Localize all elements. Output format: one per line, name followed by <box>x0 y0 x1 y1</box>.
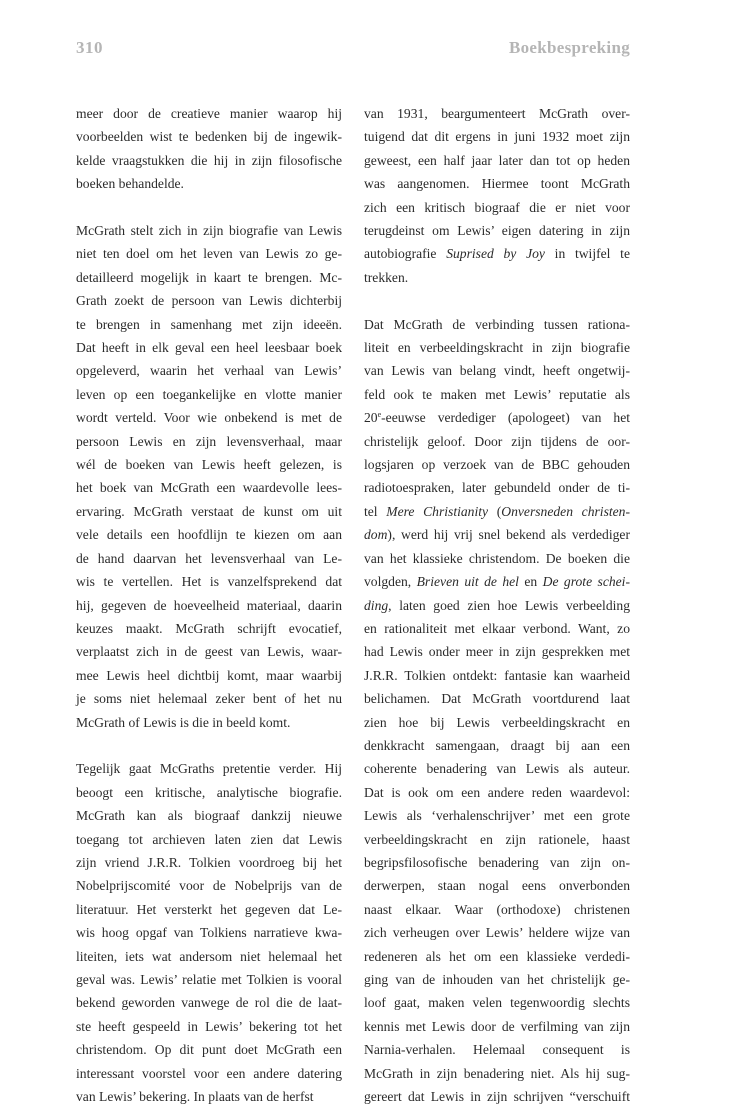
text-line: persoon Lewis en zijn levensverhaal, maar <box>76 433 342 449</box>
text-line: van 1931, beargumenteert McGrath over- <box>364 106 630 121</box>
text-line: Lewis als ‘verhalenschrijver’ met een grote <box>364 808 630 824</box>
text-line: ervaring. McGrath verstaat de kunst om uit <box>76 503 342 519</box>
text-line: boeken behandelde. <box>76 176 184 192</box>
text-line: verbeeldingskracht en zijn rationele, haast <box>364 831 630 847</box>
text-line: zich verheugen over Lewis’ heldere wijze van <box>364 925 630 941</box>
text-span: autobiografie <box>364 246 447 262</box>
text-line: en rationaliteit met elkaar verbond. Want, zo <box>364 620 630 636</box>
text-line: Narnia-verhalen. Helemaal consequent is <box>364 1042 630 1058</box>
text-line: derwerpen, staan nogal eens onverbonden <box>364 878 630 894</box>
text-span: , laten goed zien hoe Lewis verbeelding <box>388 597 630 613</box>
text-line: ste heeft gespeeld in Lewis’ bekering tot het <box>76 1018 342 1034</box>
text-line <box>364 594 630 617</box>
text-line: literatuur. Het versterkt het gegeven dat Le- <box>76 901 342 917</box>
text-line: leven op een toegankelijke en vlotte manier <box>76 386 342 402</box>
text-line: christendom. Op dit punt doet McGrath een <box>76 1042 342 1058</box>
text-line: begripsfilosofische benadering van zijn on- <box>364 854 630 870</box>
text-line: van het klassieke christendom. De boeken die <box>364 550 630 566</box>
text-line <box>364 242 630 265</box>
text-line: te brengen in samenhang met zijn ideeën. <box>76 316 342 332</box>
text-line: trekken. <box>364 269 409 285</box>
paragraph <box>76 102 342 196</box>
book-title: Onversneden christen- <box>501 503 630 519</box>
book-title: Brieven uit de hel <box>416 574 519 590</box>
text-line: Grath zoekt de persoon van Lewis dichterbij <box>76 293 342 309</box>
text-line: Tegelijk gaat McGraths pretentie verder. Hij <box>76 761 342 777</box>
text-line: McGrath kan als biograaf dankzij nieuwe <box>76 808 342 824</box>
text-line: radiotoespraken, later gebundeld onder de ti- <box>364 480 630 496</box>
text-line: wordt verteld. Voor wie onbekend is met de <box>76 410 342 426</box>
text-line: zien hoe bij Lewis verbeeldingskracht en <box>364 714 630 730</box>
book-title: ding <box>364 597 389 613</box>
text-line <box>364 406 630 429</box>
text-line: interessant voorstel voor een andere datering <box>76 1065 342 1081</box>
text-line: je soms niet helemaal zeker bent of het nu <box>76 691 342 707</box>
text-line <box>364 523 630 546</box>
text-line: belichamen. Dat McGrath voortdurend laat <box>364 691 630 707</box>
page-number: 310 <box>76 38 103 57</box>
text-line: redeneren als het om een klassieke verdedi- <box>364 948 630 964</box>
text-line: Dat is ook om een andere reden waardevol: <box>364 784 630 800</box>
text-line: Dat heeft in elk geval een heel leesbaar boek <box>76 340 342 356</box>
text-line: geval was. Lewis’ relatie met Tolkien is vooral <box>76 972 342 987</box>
text-line: christelijk geloof. Door zijn tijdens de oor- <box>364 433 630 449</box>
text-line: kelde vraagstukken die hij in zijn filosofische <box>76 152 342 168</box>
text-span: ( <box>488 503 502 519</box>
text-line: tuigend dat dit ergens in juni 1932 moet zijn <box>364 129 630 145</box>
text-line: zijn vriend J.R.R. Tolkien voordroeg bij het <box>76 854 342 870</box>
text-line: verplaatst zich in de geest van Lewis, waar- <box>76 644 342 660</box>
text-line: McGrath in zijn benadering niet. Als hij sug- <box>364 1065 630 1081</box>
text-line: McGrath stelt zich in zijn biografie van Lewis <box>76 223 342 239</box>
text-line: toegang tot archieven laten zien dat Lewis <box>76 831 342 847</box>
text-line: J.R.R. Tolkien ontdekt: fantasie kan waarheid <box>364 667 630 683</box>
text-line: logsjaren op verzoek van de BBC gehouden <box>364 457 630 473</box>
text-line: de hand daarvan het levensverhaal van Le- <box>76 550 342 566</box>
text-line: feld ook te maken met Lewis’ reputatie als <box>364 386 630 402</box>
text-span: 20 <box>364 410 378 426</box>
text-line: had Lewis onder meer in zijn gesprekken met <box>364 644 630 660</box>
text-line <box>364 570 630 593</box>
text-line: terugdeinst om Lewis’ eigen datering in zijn <box>364 223 630 239</box>
text-line: hij, gegeven de hoeveelheid materiaal, daarin <box>76 597 342 613</box>
text-line: bekend geworden vanwege de rol die de laat- <box>76 995 342 1011</box>
book-title: Mere Christianity <box>386 503 489 519</box>
text-line: keuzes maakt. McGrath schrijft evocatief, <box>76 620 342 636</box>
book-title: Suprised by Joy <box>446 246 545 262</box>
text-line: het boek van McGrath een waardevolle lees- <box>76 480 342 496</box>
text-span: in twijfel te <box>544 246 630 262</box>
text-line: kennis met Lewis door de verfilming van zijn <box>364 1018 630 1034</box>
text-span: -eeuwse verdediger (apologeet) van het <box>381 410 630 426</box>
text-line: Dat McGrath de verbinding tussen rationa- <box>364 316 630 332</box>
text-line: McGrath of Lewis is die in beeld komt. <box>76 714 291 730</box>
paragraph <box>76 757 342 1108</box>
text-line <box>364 500 630 523</box>
text-line: liteit en verbeeldingskracht in zijn biografie <box>364 340 630 356</box>
text-line: wél de boeken van Lewis heeft gelezen, is <box>76 457 342 473</box>
text-line: meer door de creatieve manier waarop hij <box>76 106 342 121</box>
text-line: van Lewis van belang vindt, heeft ongetwij- <box>364 363 630 379</box>
running-title: Boekbespreking <box>508 38 630 57</box>
text-line: denkkracht samengaan, draagt bij aan een <box>364 737 630 753</box>
book-title: dom <box>364 527 388 543</box>
text-line: wis hoog opgaf van Tolkiens narratieve kwa- <box>76 925 342 941</box>
text-line: zich een kritisch biograaf die er niet voor <box>364 199 630 215</box>
paragraph <box>364 102 630 289</box>
left-column <box>76 102 342 1108</box>
paragraph <box>76 219 342 734</box>
text-line: gereert dat Lewis in zijn schrijven “verschuift <box>364 1089 630 1105</box>
paragraph <box>364 313 630 1108</box>
text-line: van Lewis’ bekering. In plaats van de herfst <box>76 1089 314 1105</box>
text-line: opgeleverd, waarin het verhaal van Lewis’ <box>76 363 342 379</box>
text-line: ging van de inhouden van het christelijk ge- <box>364 972 630 988</box>
text-line: Nobelprijscomité voor de Nobelprijs van de <box>76 878 342 894</box>
text-line: detailleerd mogelijk in kaart te brengen. Mc- <box>76 269 342 285</box>
text-span: volgden, <box>364 574 417 590</box>
text-line: coherente benadering van Lewis als auteur. <box>364 761 630 777</box>
text-span: ), werd hij vrij snel bekend als verdediger <box>387 527 630 543</box>
text-line: vele details een hoofdlijn te kiezen om aan <box>76 527 342 543</box>
text-line: naast elkaar. Waar (orthodoxe) christenen <box>364 901 630 917</box>
right-column <box>364 102 630 1108</box>
text-line: beoogt een kritische, analytische biografie. <box>76 784 342 800</box>
text-line: geweest, een half jaar later dan tot op heden <box>364 152 630 168</box>
book-title: De grote schei- <box>542 574 630 590</box>
running-header <box>76 38 630 64</box>
text-line: voorbeelden wist te bedenken bij de ingewik- <box>76 129 342 145</box>
text-line: was aangenomen. Hiermee toont McGrath <box>364 176 630 192</box>
text-line: liteiten, iets wat andersom niet helemaal het <box>76 948 342 964</box>
text-line: loof gaat, maken velen tegenwoordig slechts <box>364 995 630 1011</box>
text-line: mee Lewis heel dichtbij komt, maar waarbij <box>76 667 342 683</box>
text-line: wis te vertellen. Het is vanzelfsprekend dat <box>76 574 342 590</box>
superscript: e <box>377 410 382 420</box>
text-line: niet ten doel om het leven van Lewis zo ge- <box>76 246 342 262</box>
text-span: tel <box>364 503 387 519</box>
text-span: en <box>518 574 543 590</box>
